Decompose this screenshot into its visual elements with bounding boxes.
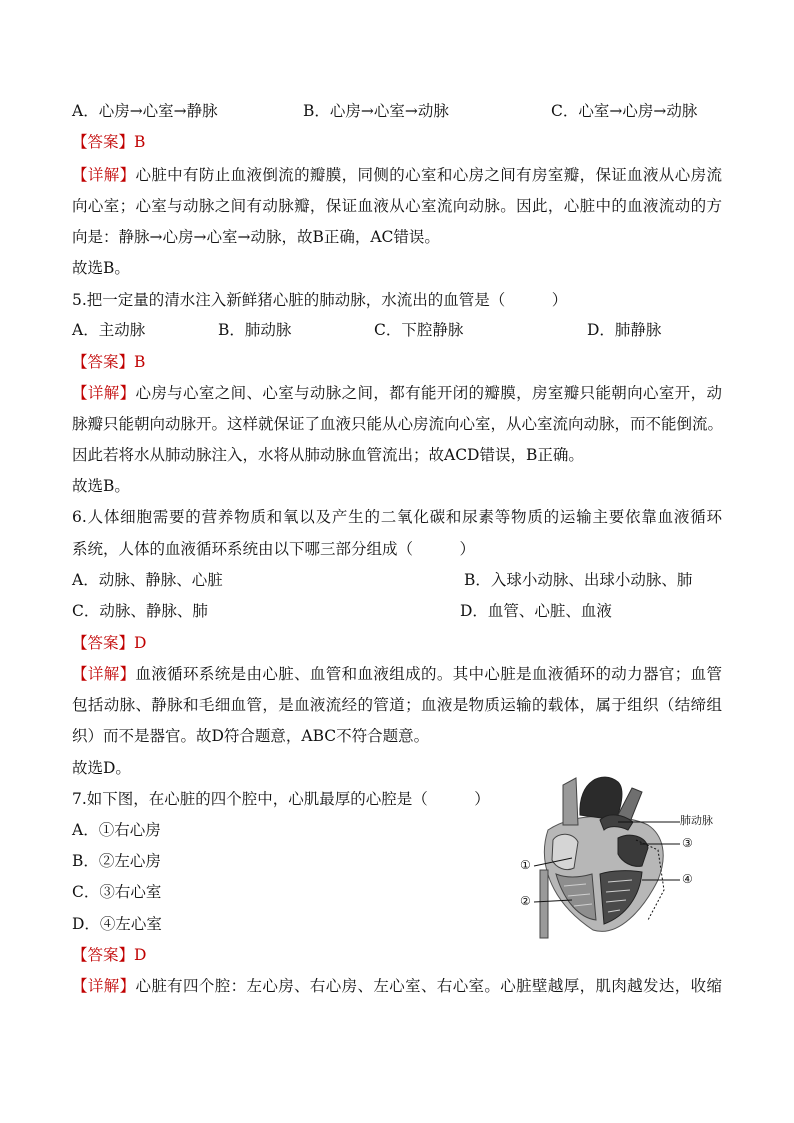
q7-option-c: C．③右心室 xyxy=(72,883,162,901)
detail-tag: 【详解】 xyxy=(72,384,136,402)
q6-option-b: B．入球小动脉、出球小动脉、肺 xyxy=(464,571,693,589)
label-marker-3: ③ xyxy=(682,836,693,850)
q5-option-a: A．主动脉 xyxy=(72,321,146,339)
q7-option-d: D．④左心室 xyxy=(72,915,162,933)
detail-tag: 【详解】 xyxy=(72,665,136,683)
q6-stem-line-2: 系统，人体的血液循环系统由以下哪三部分组成（ ） xyxy=(72,540,476,558)
answer-value: D xyxy=(134,634,147,652)
q4-conclusion: 故选B。 xyxy=(72,259,130,277)
q5-option-b: B．肺动脉 xyxy=(218,321,292,339)
q6-detail-line-1: 【详解】血液循环系统是由心脏、血管和血液组成的。其中心脏是血液循环的动力器官；血管 xyxy=(72,665,722,683)
detail-tag: 【详解】 xyxy=(72,166,136,184)
q5-conclusion: 故选B。 xyxy=(72,477,130,495)
q4-detail-line-3: 向是：静脉→心房→心室→动脉，故B正确，AC错误。 xyxy=(72,228,440,246)
q4-option-b: B．心房→心室→动脉 xyxy=(303,102,449,120)
q6-stem-line-1: 6.人体细胞需要的营养物质和氧以及产生的二氧化碳和尿素等物质的运输主要依靠血液循环 xyxy=(72,508,722,526)
label-marker-4: ④ xyxy=(682,872,693,886)
q7-detail-line-1: 【详解】心脏有四个腔：左心房、右心房、左心室、右心室。心脏壁越厚，肌肉越发达，收缩 xyxy=(72,977,722,995)
q4-option-a: A．心房→心室→静脉 xyxy=(72,102,218,120)
q7-option-a: A．①右心房 xyxy=(72,821,161,839)
q5-option-d: D．肺静脉 xyxy=(587,321,662,339)
q4-detail-line-1: 【详解】心脏中有防止血液倒流的瓣膜，同侧的心室和心房之间有房室瓣，保证血液从心房流 xyxy=(72,166,722,184)
answer-tag: 【答案】 xyxy=(72,634,135,652)
q6-option-c: C．动脉、静脉、肺 xyxy=(72,602,208,620)
q5-stem: 5.把一定量的清水注入新鲜猪心脏的肺动脉，水流出的血管是（ ） xyxy=(72,291,568,309)
answer-value: D xyxy=(134,946,147,964)
detail-tag: 【详解】 xyxy=(72,977,136,995)
q5-answer xyxy=(72,352,145,372)
heart-diagram xyxy=(508,770,722,940)
q7-stem: 7.如下图，在心脏的四个腔中，心肌最厚的心腔是（ ） xyxy=(72,790,490,808)
q4-option-c: C．心室→心房→动脉 xyxy=(551,102,698,120)
answer-tag: 【答案】 xyxy=(72,133,135,151)
q6-detail-line-2: 包括动脉、静脉和毛细血管，是血液流经的管道；血液是物质运输的载体，属于组织（结缔组 xyxy=(72,696,722,714)
q4-detail-line-2: 向心室；心室与动脉之间有动脉瓣，保证血液从心室流向动脉。因此，心脏中的血液流动的方 xyxy=(72,197,722,215)
answer-value: B xyxy=(134,353,146,371)
q4-answer xyxy=(72,132,145,152)
answer-tag: 【答案】 xyxy=(72,946,135,964)
q5-detail-line-2: 脉瓣只能朝向动脉开。这样就保证了血液只能从心房流向心室，从心室流向动脉，而不能倒流。 xyxy=(72,415,724,433)
q6-option-a: A．动脉、静脉、心脏 xyxy=(72,571,223,589)
label-marker-1: ① xyxy=(520,858,531,872)
q6-conclusion: 故选D。 xyxy=(72,759,131,777)
q7-option-b: B．②左心房 xyxy=(72,852,161,870)
answer-tag: 【答案】 xyxy=(72,353,135,371)
label-pulmonary-artery: 肺动脉 xyxy=(680,814,713,827)
q7-answer xyxy=(72,945,146,965)
q5-detail-line-1: 【详解】心房与心室之间、心室与动脉之间，都有能开闭的瓣膜，房室瓣只能朝向心室开，动 xyxy=(72,384,722,402)
q5-option-c: C．下腔静脉 xyxy=(374,321,464,339)
q5-detail-line-3: 因此若将水从肺动脉注入，水将从肺动脉血管流出；故ACD错误，B正确。 xyxy=(72,446,584,464)
q6-answer xyxy=(72,633,146,653)
q6-option-d: D．血管、心脏、血液 xyxy=(460,602,612,620)
answer-value: B xyxy=(134,133,146,151)
label-marker-2: ② xyxy=(520,894,531,908)
q6-detail-line-3: 织）而不是器官。故D符合题意，ABC不符合题意。 xyxy=(72,727,430,745)
